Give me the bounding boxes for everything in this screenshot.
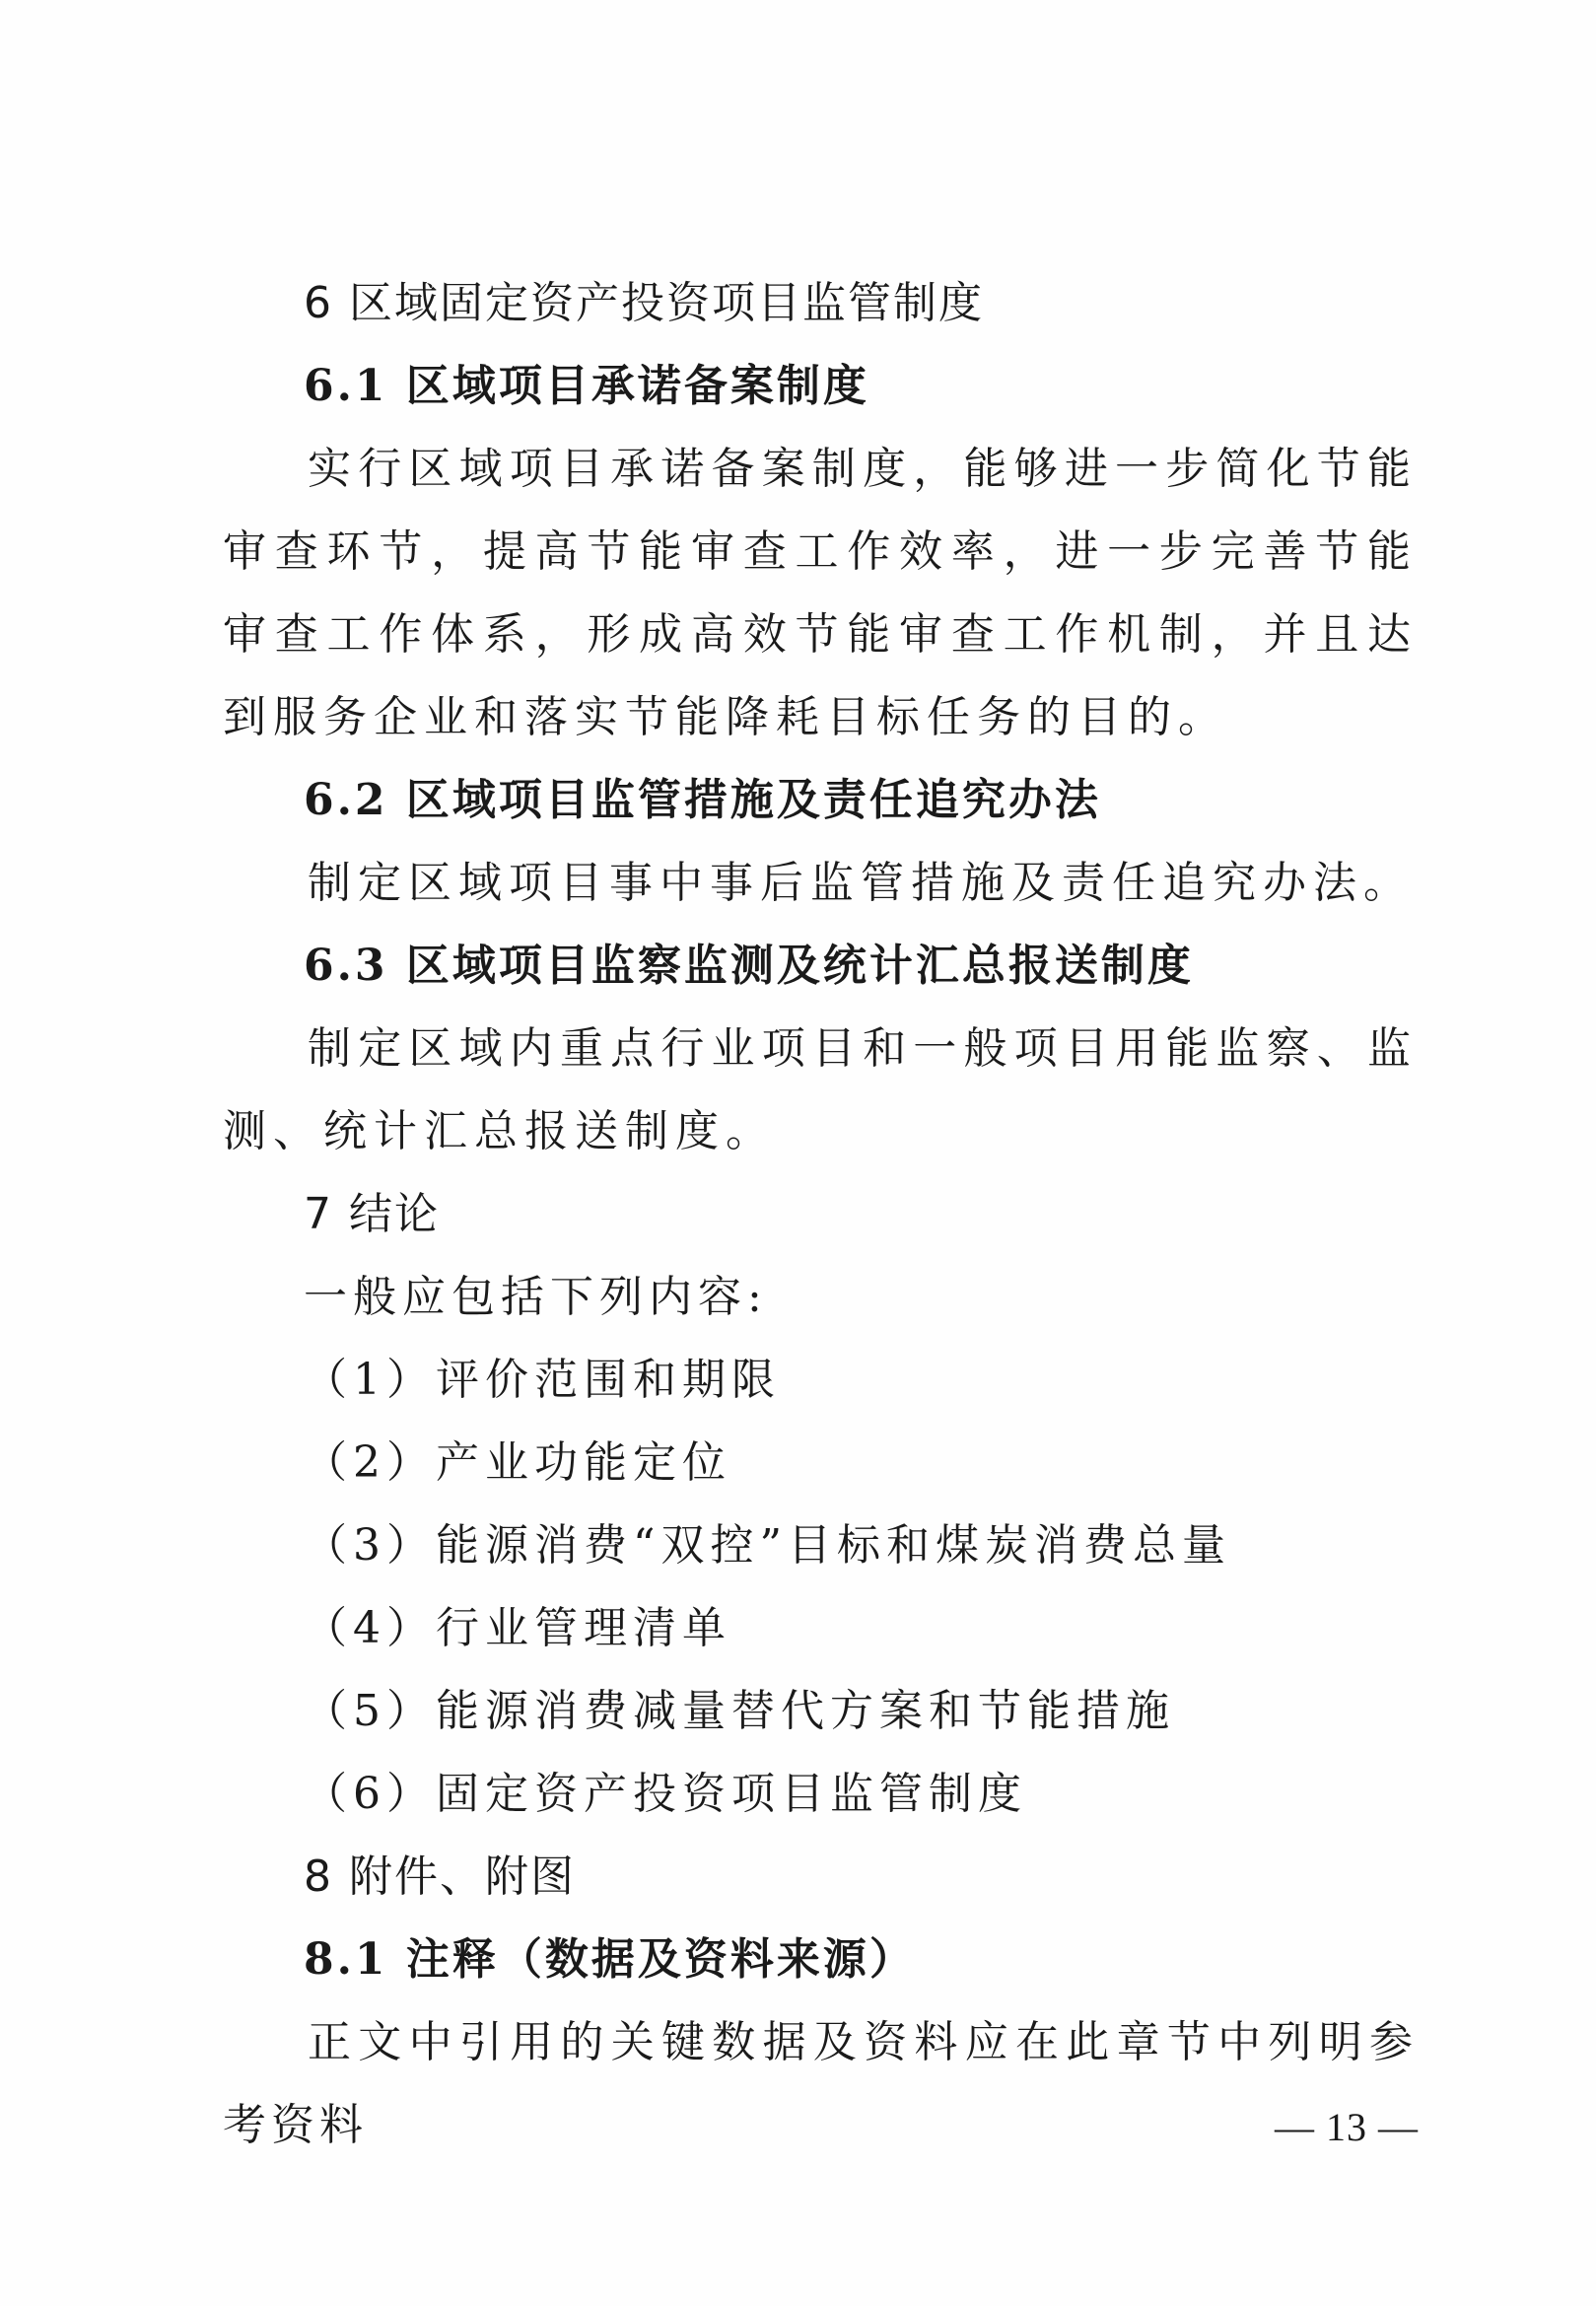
list-item: （6）固定资产投资项目监管制度	[304, 1769, 1027, 1819]
section-7-title: 7 结论	[304, 1189, 440, 1239]
section-8-1-body: 正文中引用的关键数据及资料应在此章节中列明参考资料	[223, 2017, 1418, 2150]
section-6-title: 6 区域固定资产投资项目监管制度	[304, 278, 984, 328]
section-6-1-title: 6.1 区域项目承诺备案制度	[304, 361, 869, 411]
list-item: （1）评价范围和期限	[304, 1355, 781, 1405]
list-item: （4）行业管理清单	[304, 1603, 731, 1653]
section-6-3-body: 制定区域内重点行业项目和一般项目用能监察、监测、统计汇总报送制度。	[223, 1023, 1418, 1156]
section-6-3-title: 6.3 区域项目监察监测及统计汇总报送制度	[304, 941, 1194, 991]
list-item: （5）能源消费减量替代方案和节能措施	[304, 1686, 1175, 1736]
section-6-2-title: 6.2 区域项目监管措施及责任追究办法	[304, 775, 1101, 825]
section-6-2-body: 制定区域项目事中事后监管措施及责任追究办法。	[308, 858, 1414, 908]
page-content	[223, 262, 1418, 2167]
list-item: （3）能源消费“双控”目标和煤炭消费总量	[304, 1520, 1231, 1571]
section-8-title: 8 附件、附图	[304, 1852, 576, 1902]
page-number: — 13 —	[1275, 2105, 1419, 2149]
section-7-intro: 一般应包括下列内容:	[304, 1272, 768, 1322]
section-8-1-title: 8.1 注释（数据及资料来源）	[304, 1934, 916, 1985]
list-item: （2）产业功能定位	[304, 1437, 731, 1488]
section-6-1-body: 实行区域项目承诺备案制度，能够进一步简化节能审查环节，提高节能审查工作效率，进一步完善节能审查工作体系，形成高效节能审查工作机制，并且达到服务企业和落实节能降耗目标任务的目的。	[223, 444, 1418, 742]
